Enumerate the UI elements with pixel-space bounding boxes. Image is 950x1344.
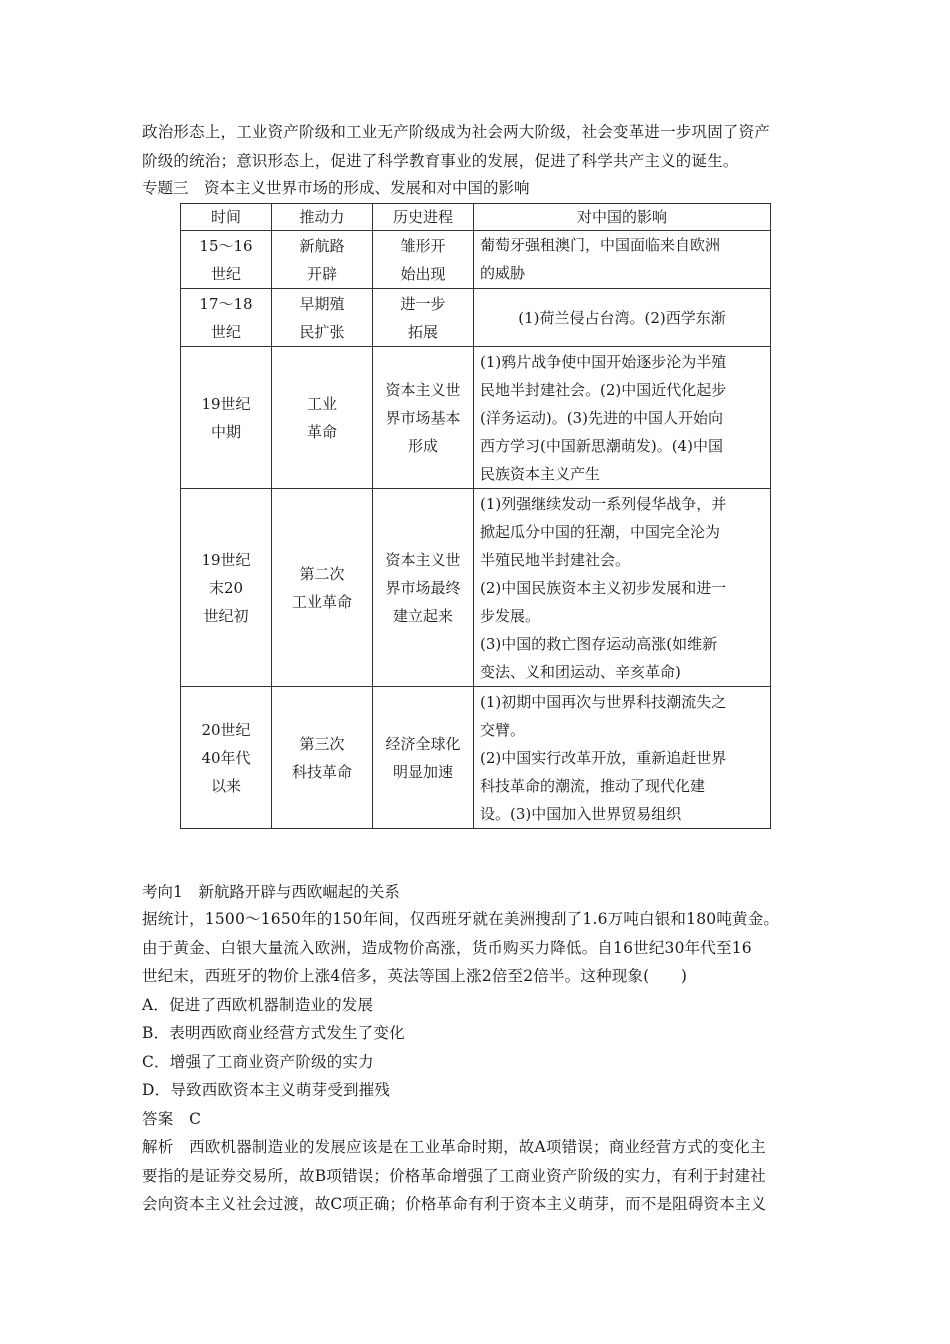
cell-force: 第二次 工业革命	[272, 489, 373, 687]
option-a: A．促进了西欧机器制造业的发展	[142, 995, 374, 1014]
cell-process: 资本主义世 界市场基本 形成	[373, 347, 474, 489]
table-header-row	[181, 204, 771, 231]
analysis-line-3: 会向资本主义社会过渡，故C项正确；价格革命有利于资本主义萌芽，而不是阻碍资本主义	[142, 1195, 767, 1213]
intro-line-1: 政治形态上，工业资产阶级和工业无产阶级成为社会两大阶级，社会变革进一步巩固了资产	[142, 123, 771, 141]
option-b: B．表明西欧商业经营方式发生了变化	[142, 1024, 405, 1042]
cell-process: 进一步 拓展	[373, 289, 474, 347]
table-row	[181, 687, 771, 829]
cell-time: 17～18 世纪	[181, 289, 272, 347]
cell-impact: 葡萄牙强租澳门，中国面临来自欧洲 的威胁	[474, 231, 771, 289]
table-row	[181, 347, 771, 489]
table-row	[181, 489, 771, 687]
cell-force: 工业 革命	[272, 347, 373, 489]
cell-process: 雏形开 始出现	[373, 231, 474, 289]
header-process: 历史进程	[373, 204, 474, 231]
question-stem-line-3: 世纪末，西班牙的物价上涨4倍多，英法等国上涨2倍至2倍半。这种现象( )	[142, 967, 688, 985]
header-impact: 对中国的影响	[474, 204, 771, 231]
document-page	[142, 118, 812, 1219]
cell-impact: (1)鸦片战争使中国开始逐步沦为半殖 民地半封建社会。(2)中国近代化起步 (洋务运动)。(3)先进的中国人开始向 西方学习(中国新思潮萌发)。(4)中国 民族资本主义产生	[474, 347, 771, 489]
option-d: D．导致西欧资本主义萌芽受到摧残	[142, 1081, 391, 1099]
cell-force: 新航路 开辟	[272, 231, 373, 289]
cell-impact: (1)列强继续发动一系列侵华战争，并 掀起瓜分中国的狂潮，中国完全沦为 半殖民地半封建社会。 (2)中国民族资本主义初步发展和进一 步发展。 (3)中国的救亡图存运动高涨(如维新 变法、义和团运动、辛亥革命)	[474, 489, 771, 687]
cell-process: 资本主义世 界市场最终 建立起来	[373, 489, 474, 687]
analysis-line-2: 要指的是证券交易所，故B项错误；价格革命增强了工商业资产阶级的实力，有利于封建社	[142, 1166, 766, 1185]
analysis-line-1: 解析 西欧机器制造业的发展应该是在工业革命时期，故A项错误；商业经营方式的变化主	[142, 1138, 766, 1156]
cell-impact: (1)荷兰侵占台湾。(2)西学东渐	[474, 289, 771, 347]
table-row	[181, 289, 771, 347]
intro-line-2: 阶级的统治；意识形态上，促进了科学教育事业的发展，促进了科学共产主义的诞生。	[142, 151, 739, 170]
market-history-table	[180, 203, 771, 829]
question-heading: 考向1 新航路开辟与西欧崛起的关系	[142, 883, 400, 901]
cell-force: 第三次 科技革命	[272, 687, 373, 829]
cell-process: 经济全球化 明显加速	[373, 687, 474, 829]
header-time: 时间	[181, 204, 272, 231]
cell-time: 20世纪 40年代 以来	[181, 687, 272, 829]
topic-heading: 专题三 资本主义世界市场的形成、发展和对中国的影响	[142, 179, 530, 197]
cell-force: 早期殖 民扩张	[272, 289, 373, 347]
table-row	[181, 231, 771, 289]
option-c: C．增强了工商业资产阶级的实力	[142, 1052, 374, 1071]
cell-time: 19世纪 末20 世纪初	[181, 489, 272, 687]
cell-time: 19世纪 中期	[181, 347, 272, 489]
header-force: 推动力	[272, 204, 373, 231]
cell-time: 15～16 世纪	[181, 231, 272, 289]
question-stem-line-1: 据统计，1500～1650年的150年间，仅西班牙就在美洲搜刮了1.6万吨白银和180吨黄金。	[142, 910, 780, 928]
question-stem-line-2: 由于黄金、白银大量流入欧洲，造成物价高涨，货币购买力降低。自16世纪30年代至16	[142, 938, 752, 957]
answer-line: 答案 C	[142, 1109, 202, 1128]
cell-impact: (1)初期中国再次与世界科技潮流失之 交臂。 (2)中国实行改革开放，重新追赶世界 科技革命的潮流，推动了现代化建 设。(3)中国加入世界贸易组织	[474, 687, 771, 829]
